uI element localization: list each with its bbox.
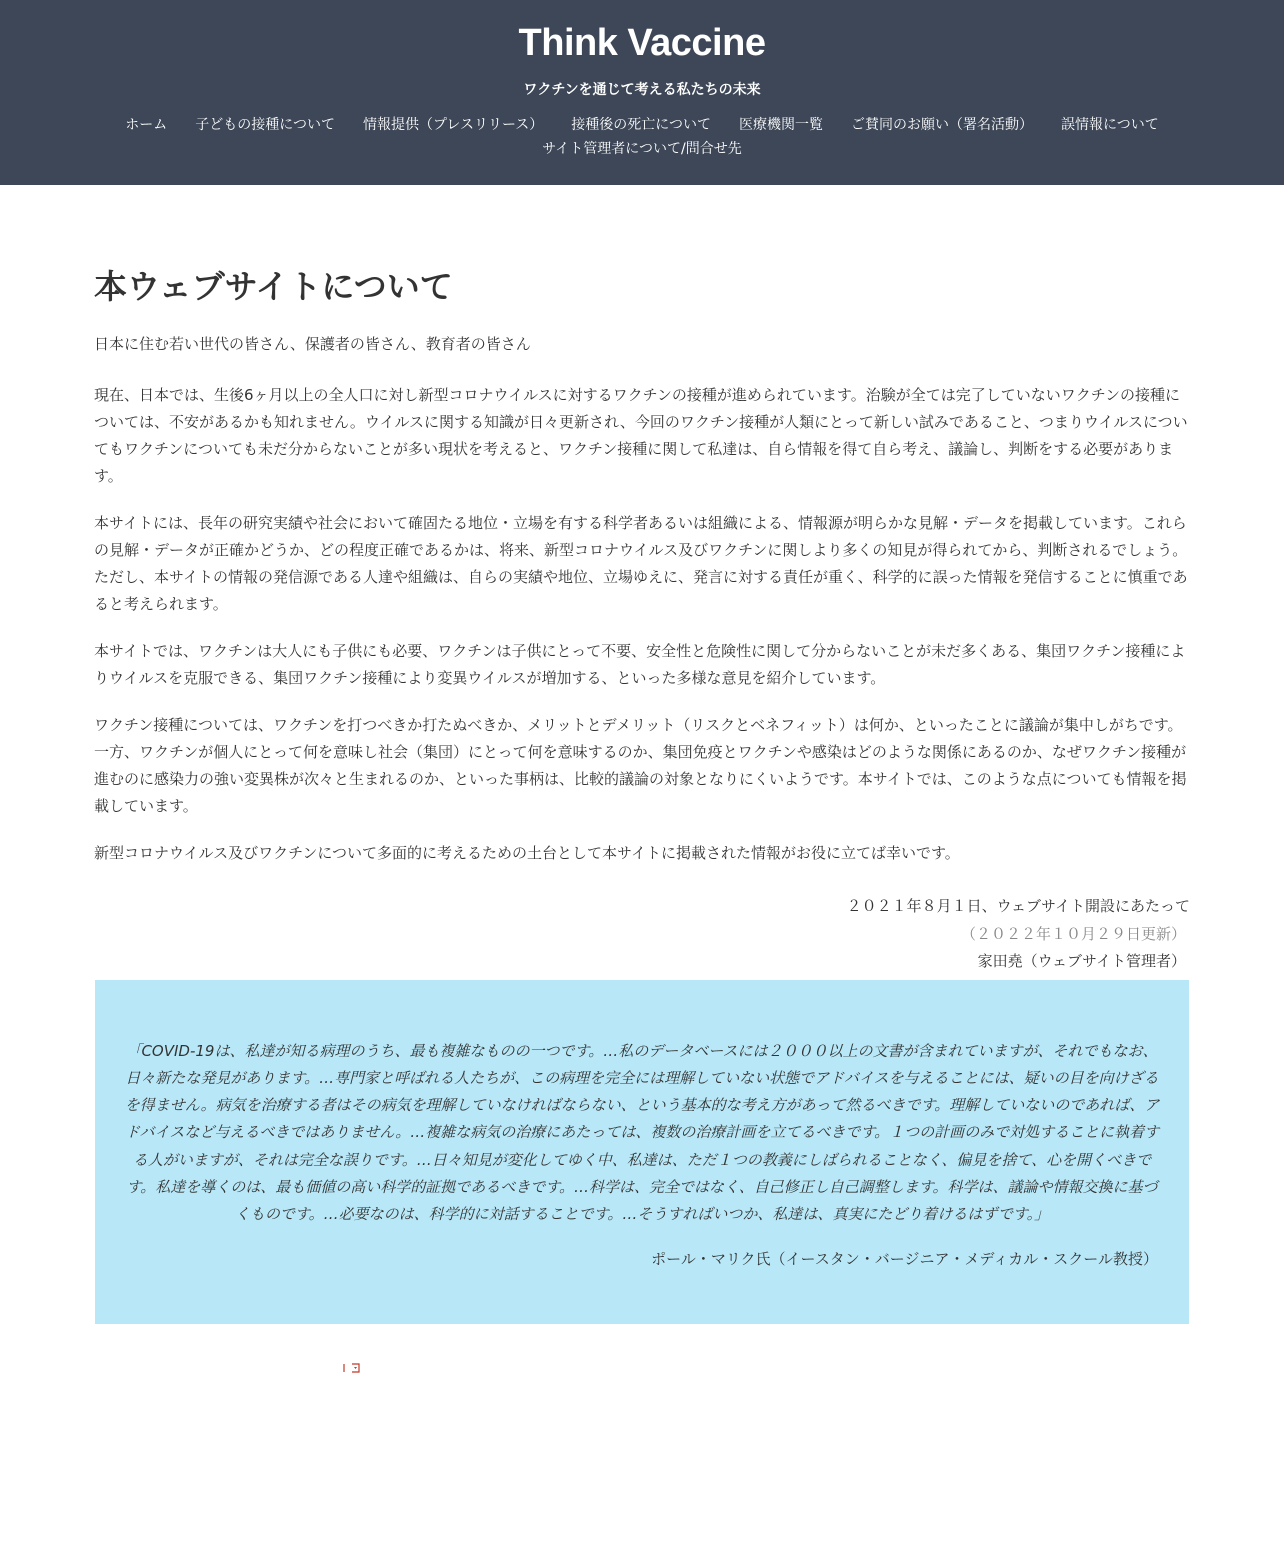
sign-date: ２０２１年８月１日、ウェブサイト開設にあたって: [846, 897, 1190, 915]
nav-row-2: [0, 137, 1284, 161]
paragraph-current-situation: 現在、日本では、生後6ヶ月以上の全人口に対し新型コロナウイルスに対するワクチンの接種が進められています。治験が全ては完了していないワクチンの接種については、不安があるかも知れません。ウイルスに関する知識が日々更新され、今回のワクチン接種が人類にとって新しい試みであること、つまりウイルスについてもワクチンについても未だ分からないことが多い現状を考えると、ワクチン接種に関して私達は、自ら情報を得て自ら考え、議論し、判断をする必要があります。: [94, 386, 1188, 485]
nav-item-misinformation[interactable]: 誤情報について: [1061, 117, 1159, 133]
nav-row-1: [0, 113, 1284, 137]
signature-block: [94, 893, 1190, 976]
quote-text: 「COVID-19は、私達が知る病理のうち、最も複雑なものの一つです。…私のデータベースには２０００以上の文書が含まれていますが、それでもなお、日々新たな発見があります。…専門家と呼ばれる人たちが、この病理を完全には理解していない状態でアドバイスを与えることには、疑いの目を向けざるを得ません。病気を治療する者はその病気を理解していなければならない、という基本的な考え方があって然るべきです。理解していないのであれば、アドバイスなど与えるべきではありません。…複雑な病気の治療にあたっては、複数の治療計画を立てるべきです。１つの計画のみで対処することに執着する人がいますが、それは完全な誤りです。…日々知見が変化してゆく中、私達は、ただ１つの教義にしばられることなく、偏見を捨て、心を開くべきです。私達を導くのは、最も価値の高い科学的証拠であるべきです。…科学は、完全ではなく、自己修正し自己調整します。科学は、議論や情報交換に基づくものです。…必要なのは、科学的に対話することです。…そうすればいつか、私達は、真実にたどり着けるはずです。」: [124, 1041, 1160, 1224]
site-header: [0, 0, 1284, 185]
paragraph-closing: 新型コロナウイルス及びワクチンについて多面的に考えるための土台として本サイトに掲載された情報がお役に立てば幸いです。: [94, 844, 960, 862]
site-title[interactable]: Think Vaccine: [518, 22, 766, 64]
nav-item-about-admin-contact[interactable]: サイト管理者について/問合せ先: [542, 141, 742, 157]
paragraph-diverse-opinions: 本サイトでは、ワクチンは大人にも子供にも必要、ワクチンは子供にとって不要、安全性と危険性に関して分からないことが未だ多くある、集団ワクチン接種によりウイルスを克服できる、集団ワクチン接種により変異ウイルスが増加する、といった多様な意見を紹介しています。: [94, 642, 1186, 687]
quote-author: ポール・マリク氏（イースタン・バージニア・メディカル・スクール教授）: [651, 1249, 1158, 1268]
quote-box: [95, 980, 1189, 1324]
broken-image-icon: [343, 1363, 360, 1373]
sign-updated: （２０２２年１０月２９日更新）: [960, 924, 1186, 943]
main-content: [0, 185, 1284, 1324]
paragraph-site-sources: 本サイトには、長年の研究実績や社会において確固たる地位・立場を有する科学者あるいは組織による、情報源が明らかな見解・データを掲載しています。これらの見解・データが正確かどうか、どの程度正確であるかは、将来、新型コロナウイルス及びワクチンに関しより多くの知見が得られてから、判断されるでしょう。ただし、本サイトの情報の発信源である人達や組織は、自らの実績や地位、立場ゆえに、発言に対する責任が重く、科学的に誤った情報を発信することに慎重であると考えられます。: [94, 514, 1188, 613]
main-nav: [0, 113, 1284, 161]
greeting-paragraph: 日本に住む若い世代の皆さん、保護者の皆さん、教育者の皆さん: [94, 335, 531, 353]
page-title: 本ウェブサイトについて: [94, 267, 453, 306]
paragraph-discussion-points: ワクチン接種については、ワクチンを打つべきか打たぬべきか、メリットとデメリット（リスクとベネフィット）は何か、といったことに議論が集中しがちです。一方、ワクチンが個人にとって何を意味し社会（集団）にとって何を意味するのか、集団免疫とワクチンや感染はどのような関係にあるのか、なぜワクチン接種が進むのに感染力の強い変異株が次々と生まれるのか、といった事柄は、比較的議論の対象となりにくいようです。本サイトでは、このような点についても情報を掲載しています。: [94, 716, 1187, 815]
nav-item-petition[interactable]: ご賛同のお願い（署名活動）: [851, 117, 1034, 133]
nav-item-children-vaccination[interactable]: 子どもの接種について: [195, 117, 335, 133]
nav-item-press-releases[interactable]: 情報提供（プレスリリース）: [362, 117, 544, 133]
nav-item-medical-institutions[interactable]: 医療機関一覧: [739, 117, 824, 133]
nav-item-deaths-after-vaccination[interactable]: 接種後の死亡について: [571, 117, 712, 133]
sign-author: 家田堯（ウェブサイト管理者）: [977, 952, 1186, 970]
nav-item-home[interactable]: ホーム: [125, 117, 168, 133]
article-body: [94, 331, 1190, 867]
site-tagline: ワクチンを通じて考える私たちの未来: [523, 82, 761, 98]
